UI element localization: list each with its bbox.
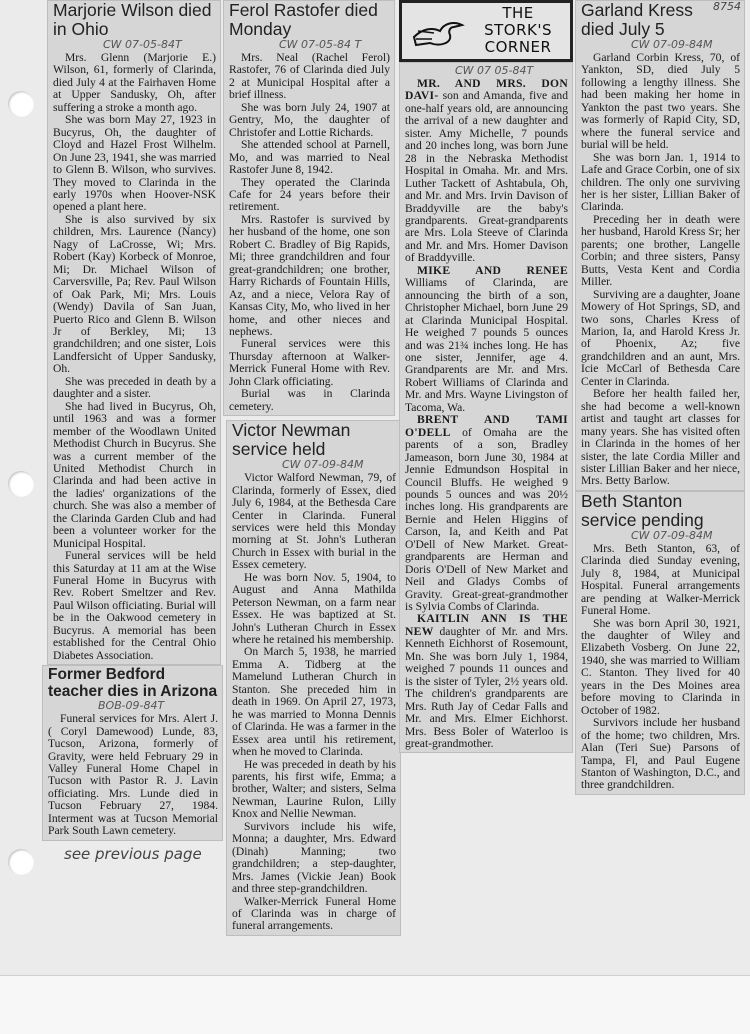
paragraph [53,52,216,114]
paragraph-lead: KAITLIN ANN IS THE NEW [405,612,568,638]
paragraph [405,265,568,414]
paragraph [229,338,390,388]
date-stamp: CW 07 05-84T [455,64,534,77]
date-stamp: CW 07-09-84M [631,38,713,51]
paragraph-text: He was born Nov. 5, 1904, to August and Anna Mathilda Peterson Newman, on a farm near Essex. He was baptized at St. John's Lutheran Church in Essex where he retained his membership. [232,570,396,647]
paragraph-text: She was born May 27, 1923 in Bucyrus, Oh, the daughter of Cloyd and Hazel Frost Wilhelm. On June 23, 1941, she was married to Glenn B. Wilson, who survives. They moved to Clarinda in the early 1970s when Hoover-NSK opened a plant here. [53,113,216,214]
paragraph [581,52,740,152]
storks-corner-births [399,62,573,753]
paragraph [581,388,740,488]
paragraph-text: son and Amanda, five and one-half years old, are announcing the arrival of a new daughter and sister. Amy Michelle, 7 pounds and 20 inches long, was born June 28 in the Nebraska Methodist Hospital in Omaha. Mr. and Mrs. Luther Tackett of Ashtabula, Oh, and Mr. and Mrs. Irvin Davison of Braddyville are the baby's grandparents. Great-grandparents are Mrs. Lola Steeve of Clarinda and Mr. and Mrs. Homer Davison of Braddyville. [405,89,568,265]
paragraph-text: Williams of Clarinda, are announcing the birth of a son, Christopher Michael, born June 29 at Clarinda Municipal Hospital. He weighed 7 pounds 5 ounces and was 21¾ inches long. He has one sister, Jennifer, age 4. Grandparents are Mr. and Mrs. Robert Williams of Clarinda and Mr. and Mrs. Wayne Livingston of Tacoma, Wa. [405,276,568,414]
paragraph [229,177,390,214]
paragraph [53,376,216,401]
punch-hole-icon [8,91,34,117]
handwritten-corner-note: 8754 [713,0,741,13]
paragraph-text: of Omaha are the parents of a son, Bradley Jameason, born June 30, 1984 at Jennie Edmundson Hospital in Council Bluffs. He weighed 9 pounds 5 ounces and was 20½ inches long. His grandparents are Bernie and Helen Higgins of Carson, Ia, and Keith and Pat O'Dell of New Market. Great-grandparents are Herman and Doris O'Dell of New Market and Neil and Gladys Combs of Gravity. Great-great-grandmother is Sylvia Combs of Clarinda. [405,425,568,614]
paragraph-text: He was preceded in death by his parents, his first wife, Emma; a brother, Walter; and sisters, Selma Newman, Laurine Rulon, Lilly Knox and Nellie Newman. [232,757,396,821]
paragraph [229,139,390,176]
paragraph-text: Burial was in Clarinda cemetery. [229,387,390,413]
paragraph [53,550,216,662]
paragraph-text: Survivors include her husband of the home; two children, Mrs. Alan (Teri Sue) Parsons of Tampa, Fl, and Paul Eugene Stanton of Washington, D.C., and three grandchildren. [581,716,740,792]
handwritten-note: see previous page [64,844,202,863]
paragraph [405,414,568,613]
paragraph-text: She was born April 30, 1921, the daughter of Wiley and Elizabeth Vosberg. On June 22, 1940, she was married to William C. Stanton. They lived for 40 years in the Des Moines area before moving to Clarinda in October of 1982. [581,616,740,717]
paragraph [53,214,216,376]
paragraph-text: Preceding her in death were her husband, Harold Kress Sr; her parents; one brother, Langelle Corbin; and three sisters, Pansy Butts, Vesta Kent and Cordia Miller. [581,212,740,289]
paragraph [581,214,740,289]
paragraph-text: Garland Corbin Kress, 70, of Yankton, SD, died July 5 following a lengthy illness. She had been making her home in Yankton the past two years. She was formerly of Rapid City, SD, where the funeral service and burial will be held. [581,51,740,152]
marjorie-wilson-obituary [47,0,221,665]
garland-kress-obituary [575,0,745,491]
stork-icon [410,15,466,49]
former-bedford-teacher-obituary [42,665,223,841]
storks-corner-header [399,0,573,62]
paragraph-text: She was born July 24, 1907 at Gentry, Mo, the daughter of Christofer and Lottie Richards. [229,100,390,139]
date-stamp: CW 07-09-84M [631,528,713,542]
paragraph [581,289,740,389]
headline: Ferol Rastofer died Monday [229,0,378,39]
paragraph [405,78,568,265]
title-line: THE [502,4,534,22]
headline: Garland Kress died July 5 [581,0,693,39]
paragraph-text: On March 5, 1938, he married Emma A. Tidberg at the Mamelund Lutheran Church in Stanton. She preceded him in death in 1969. On April 27, 1973, he was married to Monna Dennis of Clarinda. He was a farmer in the Essex area until his retirement, when he moved to Clarinda. [232,645,396,759]
paragraph [53,114,216,214]
date-stamp: CW 07-05-84 T [279,38,362,51]
paragraph [232,646,396,758]
paragraph-text: Funeral services for Mrs. Alert J. ( Coryl Damewood) Lunde, 83, Tucson, Arizona, formerly of Gravity, were held February 29 in Valley Funeral Home Chapel in Tucson with Pastor R. J. Lavin officiating. Mrs. Lunde died in Tucson February 27, 1984. Interment was at Tucson Memorial Park South Lawn cemetery. [48,712,218,838]
column-4 [575,0,745,795]
headline: Marjorie Wilson died in Ohio [53,0,212,39]
paragraph-text: Before her health failed her, she had become a well-known artist and taught art classes for many years. She has visited often in Clarinda in the homes of her sister, the late Cordia Miller and sister Lillian Baker and her niece, Mrs. Betty Barlow. [581,387,740,488]
paragraph-text: She is also survived by six children, Mrs. Laurence (Nancy) Nagy of LaCrosse, Wi; Mrs. Robert (Kay) Korbeck of Monroe, Mi; Dr. Michael Wilson of Carversville, Pa; Rev. Paul Wilson of Oak Park, Mi; Mrs. Louis (Wendy) Davila of San Juan, Puerto Rico and Glenn B. Wilson Jr of Berkley, Mi; 13 grandchildren; and one sister, Lois Landfersicht of Upper Sandusky, Oh. [53,212,216,376]
title-line: STORK'S [484,21,552,39]
paragraph [232,821,396,896]
victor-newman-obituary [226,420,401,936]
paragraph-lead: MR. AND MRS. DON DAVI- [405,77,568,103]
paragraph [229,52,390,102]
paragraph-text: They operated the Clarinda Cafe for 24 years before their retirement. [229,175,390,214]
paragraph [232,472,396,572]
paragraph-lead: MIKE AND RENEE [417,263,568,277]
paragraph [232,572,396,647]
paragraph [581,543,740,618]
paragraph [581,152,740,214]
paragraph [581,717,740,792]
paragraph [232,896,396,933]
beth-stanton-obituary [575,491,745,795]
paragraph-text: She was preceded in death by a daughter and a sister. [53,374,216,401]
ferol-rastofer-obituary [223,0,395,416]
paragraph-text: Survivors include his wife, Monna; a daughter, Mrs. Edward (Dinah) Manning; two grandchildren; a step-daughter, Mrs. James (Vickie Jean) Book and three step-grandchildren. [232,819,396,896]
paragraph-lead: BRENT AND TAMI O'DELL [405,413,568,439]
date-stamp: BOB-09-84T [98,699,165,713]
paragraph [229,388,390,413]
paragraph-text: Funeral services will be held this Saturday at 11 am at the Wise Funeral Home in Bucyrus with Rev. Robert Smeltzer and Rev. Paul Wilson officiating. Burial will be in the Oakwood cemetery in Bucyrus. A memorial has been established for the Central Ohio Diabetes Association. [53,549,217,662]
paragraph-text: Surviving are a daughter, Joane Mowery of Hot Springs, SD, and two sons, Charles Kress of Marion, Ia, and Harold Kress Jr. of Phoenix, Az; five grandchildren and an aunt, Mrs. Icie McCarl of Bethesda Care Center in Clarinda. [581,287,740,388]
paragraph [229,102,390,139]
paragraph [232,759,396,821]
title-line: CORNER [484,38,552,56]
paragraph-text: Victor Walford Newman, 79, of Clarinda, formerly of Essex, died July 6, 1984, at the Bethesda Care Center in Clarinda. Funeral services were held this Monday morning at St. John's Lutheran Church in Essex with burial in the Essex cemetery. [232,471,396,572]
paragraph-text: Mrs. Rastofer is survived by her husband of the home, one son Robert C. Bradley of Big Rapids, Mi; three grandchildren and four great-grandchildren; one brother, Harry Richards of Fountain Hills, Az, and a niece, Velora Ray of Kansas City, Mo, who lived in her home, and other nieces and nephews. [229,212,390,338]
column-1 [42,0,223,863]
column-3 [399,0,573,753]
storks-corner-title [484,5,552,56]
paragraph [581,618,740,718]
scanner-bed-margin [0,975,750,1034]
paragraph-text: Funeral services were this Thursday afternoon at Walker-Merrick Funeral Home with Rev. John Clark officiating. [229,337,390,388]
paragraph-text: Mrs. Neal (Rachel Ferol) Rastofer, 76 of Clarinda died July 2 at Municipal Hospital after a brief illness. [229,51,390,102]
paragraph [53,401,216,550]
paragraph [229,214,390,339]
paragraph-text: daughter of Mr. and Mrs. Kenneth Eichhorst of Rosemount, Mn. She was born July 1, 1984, weighed 7 pounds 11 ounces and is the sister of Tyler, 2½ years old. The children's grandparents are Mrs. Ruth Jay of Cedar Falls and Mr. and Mrs. Elmer Eichhorst. Mrs. Bess Boler of Waterloo is great-grandmother. [405,624,568,751]
headline: Victor Newman service held [232,420,351,460]
headline: Beth Stanton service pending [581,490,704,530]
paragraph-text: She had lived in Bucyrus, Oh, until 1963 and was a former member of the Woodlawn United Methodist Church in Bucyrus. She was a current member of the United Methodist Church in Clarinda and had been active in the ladies' organizations of the church. She was also a member of the Clarinda Garden Club and had been a volunteer worker for the Municipal Hospital. [53,399,216,550]
punch-hole-icon [8,471,34,497]
date-stamp: CW 07-09-84M [282,458,364,472]
paragraph [48,713,218,838]
paragraph [405,613,568,750]
paragraph-text: She attended school at Parnell, Mo, and was married to Neal Rastofer June 8, 1942. [229,138,390,177]
punch-hole-icon [8,849,34,875]
date-stamp: CW 07-05-84T [103,38,182,51]
headline: Former Bedford teacher dies in Arizona [48,666,218,701]
paragraph-text: Mrs. Glenn (Marjorie E.) Wilson, 61, formerly of Clarinda, died July 4 at the Fairhaven Home at Upper Sandusky, Oh, after suffering a stroke a month ago. [53,51,216,114]
paragraph-text: Walker-Merrick Funeral Home of Clarinda was in charge of funeral arrangements. [232,894,396,933]
paragraph-text: She was born Jan. 1, 1914 to Lafe and Grace Corbin, one of six children. The only one surviving her is her sister, Lillian Baker of Clarinda. [581,150,740,214]
column-2 [223,0,401,936]
paragraph-text: Mrs. Beth Stanton, 63, of Clarinda died Sunday evening, July 8, 1984, at Municipal Hospital. Funeral arrangements are pending at Walker-Merrick Funeral Home. [581,541,740,618]
